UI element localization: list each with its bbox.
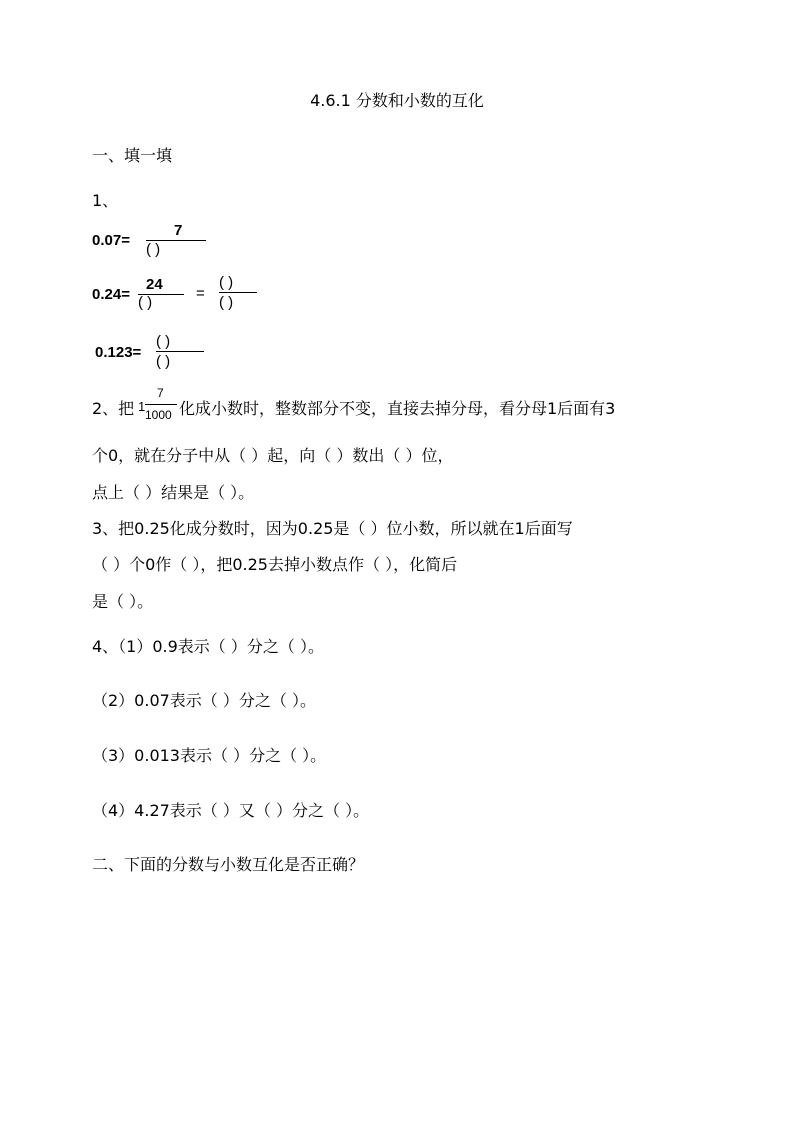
fraction-bar [219,292,257,293]
fraction-bar [145,404,177,405]
q2-whole-number: 1 [138,399,146,414]
q2-fraction-denominator: 1000 [145,408,172,422]
q1-row3-lhs: 0.123= [95,344,142,361]
q4-line-4: （4）4.27表示（ ）又（ ）分之（ ）。 [92,801,370,820]
q1-row1-lhs: 0.07= [92,232,130,249]
q1-row1-denominator-blank[interactable]: ( ) [146,241,161,258]
q2-line-1: 化成小数时，整数部分不变，直接去掉分母，看分母1后面有3 [179,399,616,418]
q1-row2-numerator: 24 [146,276,163,293]
q1-row2-denominator2-blank[interactable]: ( ) [219,294,234,311]
q1-row2-denominator-blank[interactable]: ( ) [138,294,153,311]
page-title: 4.6.1 分数和小数的互化 [310,91,484,110]
section-1-heading: 一、填一填 [92,146,173,165]
q3-line-3: 是（ ）。 [92,592,154,611]
fraction-bar [156,351,204,352]
q1-row2-numerator-blank[interactable]: ( ) [219,274,234,291]
q1-row3-numerator-blank[interactable]: ( ) [156,333,171,350]
q1-row3-denominator-blank[interactable]: ( ) [156,353,171,370]
section-2-heading: 二、下面的分数与小数互化是否正确？ [92,855,365,874]
q1-row2-equals: = [196,285,205,302]
q2-prefix: 2、把 [92,399,135,418]
q3-line-2: （ ）个0作（ ），把0.25去掉小数点作（ ），化简后 [92,555,458,574]
q2-line-3: 点上（ ）结果是（ ）。 [92,483,255,502]
q2-line-2: 个0，就在分子中从（ ）起，向（ ）数出（ ）位， [92,446,454,465]
q1-row2-lhs: 0.24= [92,286,130,303]
question-1-label: 1、 [92,191,119,210]
q3-line-1: 3、把0.25化成分数时，因为0.25是（ ）位小数，所以就在1后面写 [92,519,573,538]
q2-fraction-numerator: 7 [157,386,164,400]
q4-line-2: （2）0.07表示（ ）分之（ ）。 [92,691,316,710]
q1-row1-numerator: 7 [174,222,183,239]
q4-line-3: （3）0.013表示（ ）分之（ ）。 [92,746,327,765]
q4-line-1: 4、（1）0.9表示（ ）分之（ ）。 [92,637,324,656]
